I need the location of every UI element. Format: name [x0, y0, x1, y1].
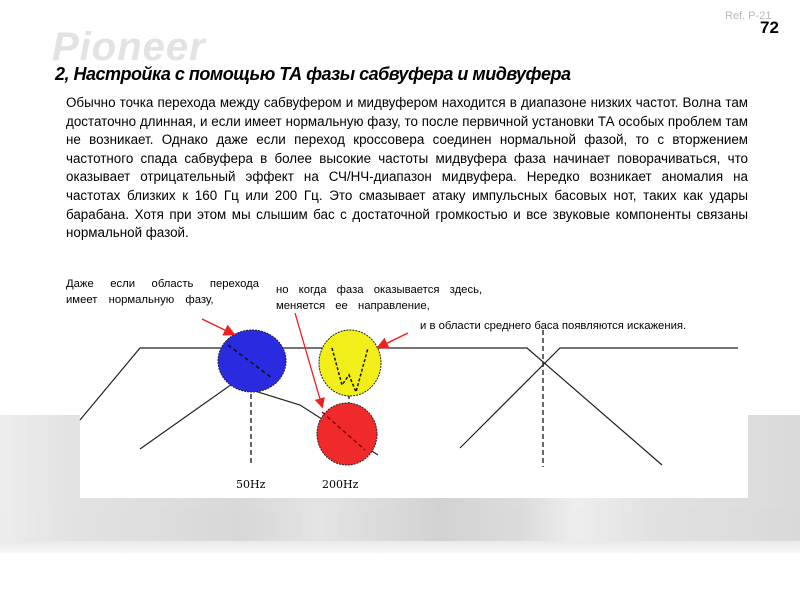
annotation-phase-direction: но когда фаза оказывается здесь, меняется ее направление,	[276, 284, 483, 312]
label-200hz: 200Hz	[322, 478, 359, 491]
arrow-to-yellow-circle	[379, 333, 408, 347]
label-50hz: 50Hz	[236, 478, 266, 491]
red-circle-distortion	[317, 403, 377, 465]
arrow-to-blue-circle	[202, 319, 233, 334]
annotation-normal-phase: Даже если область перехода имеет нормальную фазу,	[66, 278, 259, 306]
reference-label: Ref. P-21	[725, 10, 772, 22]
page-title: 2, Настройка с помощью ТА фазы сабвуфера и мидвуфера	[55, 64, 571, 84]
yellow-circle-phase-shift	[319, 330, 381, 396]
blue-circle-normal-phase	[218, 330, 286, 392]
page-number: 72	[760, 18, 779, 37]
annotation-distortion: и в области среднего баса появляются искажения.	[420, 320, 687, 332]
pioneer-logo: Pioneer	[52, 25, 206, 69]
body-paragraph: Обычно точка перехода между сабвуфером и мидвуфером находится в диапазоне низких частот. Волна там достаточно длинная, и если имеет нормальную фазу, то после первичной установки ТА особых проблем там не возникает. Однако даже если переход кроссовера соединен нормальной фазой, то с вторжением частотного спада сабвуфера в более высокие частоты мидвуфера фаза начинает поворачиваться, что оказывает отрицательный эффект на СЧ/НЧ-диапазон мидвуфера. Нередко возникает аномалия на частотах близких к 160 Гц или 200 Гц. Это смазывает атаку импульсных басовых нот, таких как удары барабана. Хотя при этом мы слышим бас с достаточной громкостью и все звуковые компоненты связаны нормальной фазой.	[66, 95, 748, 241]
arrow-to-red-circle	[295, 313, 322, 406]
midwoofer-response-curve	[460, 348, 738, 448]
